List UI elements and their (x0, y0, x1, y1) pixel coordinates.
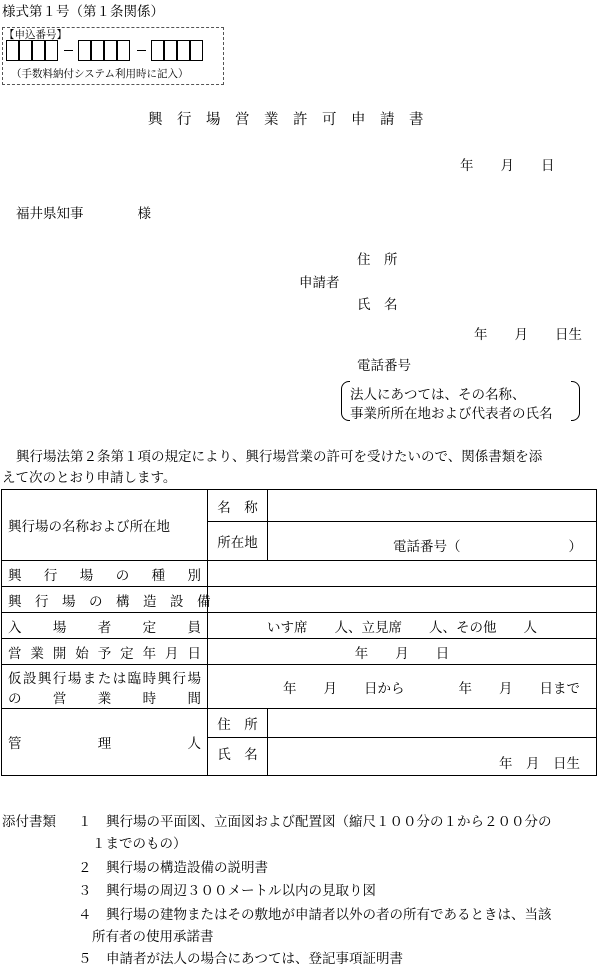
facility-type-field[interactable] (208, 561, 597, 587)
attachment-number: ４ (78, 907, 92, 923)
manager-address-field[interactable] (268, 709, 597, 738)
application-number-cell[interactable] (91, 40, 104, 61)
intro-line1: 興行場法第２条第１項の規定により、興行場営業の許可を受けたいので、関係書類を添 (16, 449, 543, 465)
facility-phone: 電話番号（ ） (393, 539, 582, 555)
applicant-label: 申請者 (299, 275, 340, 291)
capacity-label: 入 場 者 定 員 (2, 613, 208, 639)
attachment-number: ３ (78, 883, 92, 899)
application-number-cell[interactable] (32, 40, 45, 61)
manager-label: 管 理 人 (2, 709, 208, 776)
facility-name-field[interactable] (268, 490, 597, 522)
addressee: 福井県知事 様 (16, 206, 151, 222)
start-date-field[interactable]: 年 月 日 (208, 639, 597, 665)
temporary-hours-label (2, 665, 208, 709)
name-location-label: 興行場の名称および所在地 (2, 490, 208, 561)
start-date-label: 営業開始予定年月日 (2, 639, 208, 665)
number-separator (137, 50, 146, 51)
corporate-note-line2: 事業所所在地および代表者の氏名 (350, 406, 553, 422)
attachments-heading: 添付書類 (2, 814, 56, 830)
manager-address-label: 住 所 (208, 709, 268, 738)
applicant-name-label: 氏 名 (357, 297, 398, 313)
temporary-hours-field[interactable]: 年 月 日から 年 月 日まで (208, 665, 597, 709)
application-number-cell[interactable] (45, 40, 58, 61)
facility-name-label: 名 称 (208, 490, 268, 522)
facility-type-label: 興 行 場 の 種 別 (2, 561, 208, 587)
applicant-address-label: 住 所 (357, 252, 398, 268)
application-number-cell[interactable] (164, 40, 177, 61)
attachment-number: ２ (78, 860, 92, 876)
application-table (1, 489, 597, 776)
application-number-cell[interactable] (117, 40, 130, 61)
facility-location-label: 所在地 (208, 522, 268, 561)
application-number-cell[interactable] (78, 40, 91, 61)
capacity-field[interactable]: いす席 人、立見席 人、その他 人 (208, 613, 597, 639)
number-separator (64, 50, 73, 51)
attachment-item-line2: 所有者の使用承諾書 (92, 929, 214, 945)
structure-label: 興 行 場 の 構 造 設 備 (2, 587, 208, 613)
attachment-item-line2: １までのもの） (92, 836, 187, 852)
applicant-birthdate: 年 月 日生 (474, 327, 582, 343)
attachment-item-line1: 興行場の平面図、立面図および配置図（縮尺１００分の１から２００分の (106, 814, 552, 830)
attachment-number: １ (78, 814, 92, 830)
attachment-item-line1: 興行場の周辺３００メートル以内の見取り図 (106, 883, 376, 899)
left-bracket (341, 381, 350, 421)
applicant-phone-label: 電話番号 (357, 358, 411, 374)
form-number: 様式第１号（第１条関係） (2, 4, 164, 20)
application-number-cell[interactable] (151, 40, 164, 61)
attachment-number: ５ (78, 951, 92, 967)
manager-name-label: 氏 名 (208, 738, 268, 776)
intro-line2: えて次のとおり申請します。 (2, 470, 177, 486)
document-title: 興 行 場 営 業 許 可 申 請 書 (148, 112, 424, 128)
attachment-item-line1: 申請者が法人の場合にあつては、登記事項証明書 (106, 951, 403, 967)
manager-name-field[interactable] (268, 738, 597, 776)
application-number-label: 【申込番号】 (4, 29, 67, 41)
corporate-note-line1: 法人にあつては、その名称、 (350, 387, 526, 403)
manager-birthdate: 年 月 日生 (499, 756, 580, 772)
application-number-cell[interactable] (104, 40, 117, 61)
temporary-hours-label-line1: 仮設興行場または臨時興行場 (8, 670, 201, 687)
submission-date: 年 月 日 (460, 158, 555, 174)
attachment-item-line1: 興行場の構造設備の説明書 (106, 860, 268, 876)
application-number-cell[interactable] (177, 40, 190, 61)
application-number-cell[interactable] (190, 40, 203, 61)
structure-field[interactable] (208, 587, 597, 613)
application-number-cell[interactable] (19, 40, 32, 61)
right-bracket (571, 381, 580, 421)
application-number-cell[interactable] (6, 40, 19, 61)
facility-location-field[interactable] (268, 522, 597, 561)
temporary-hours-label-line2: の 営 業 時 間 (8, 690, 201, 707)
attachment-item-line1: 興行場の建物またはその敷地が申請者以外の者の所有であるときは、当該 (106, 907, 552, 923)
application-number-note: （手数料納付システム利用時に記入） (11, 68, 189, 80)
